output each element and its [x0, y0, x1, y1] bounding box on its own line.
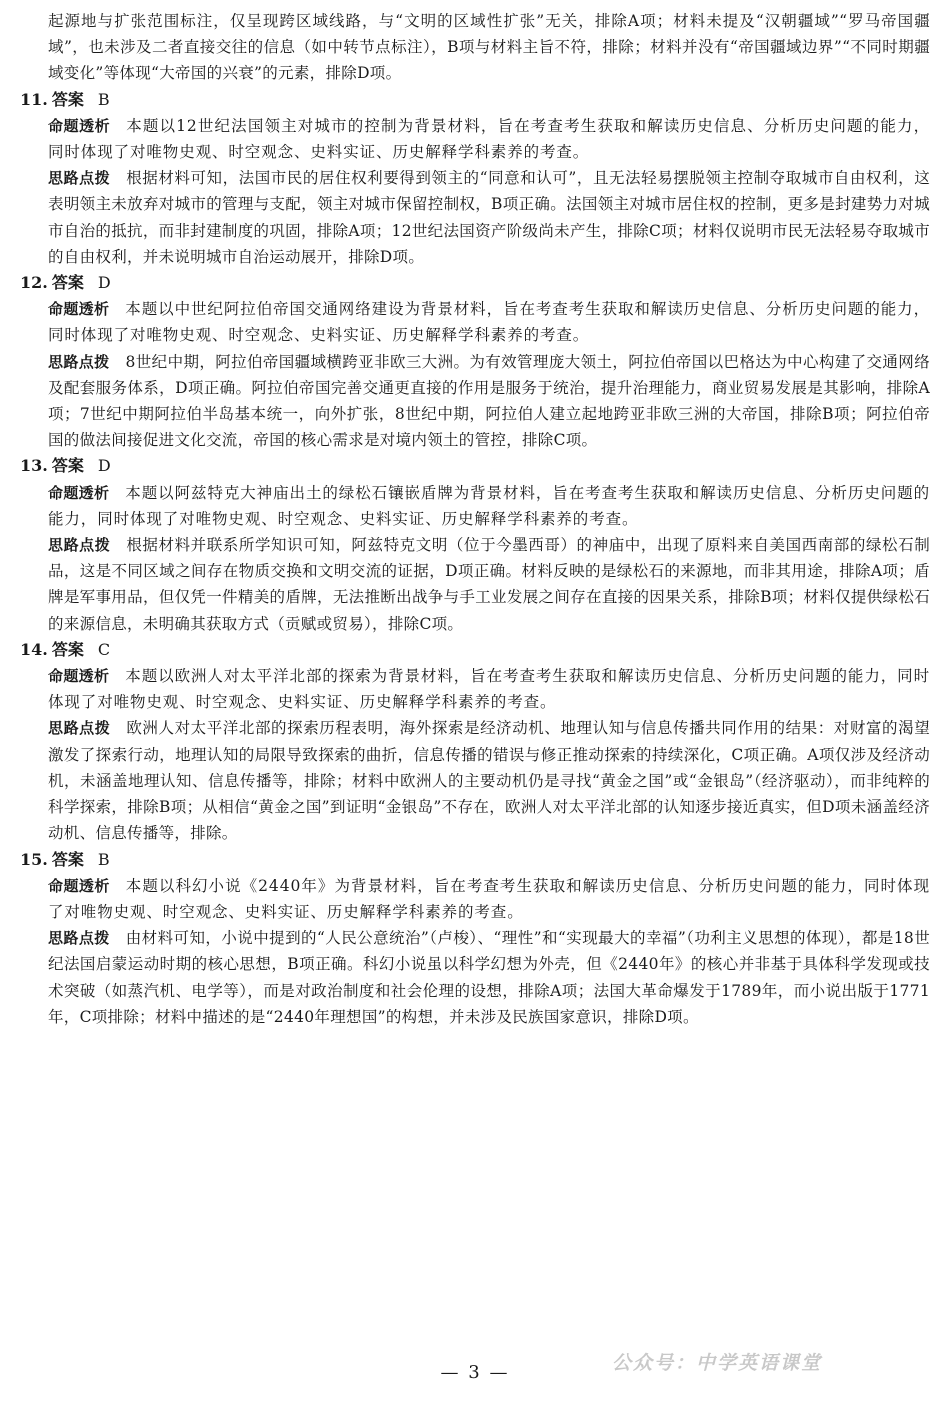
answer-page — [20, 8, 930, 1030]
intent-paragraph — [20, 663, 930, 715]
answer-line — [20, 87, 930, 113]
intent-label: 命题透析 — [48, 483, 110, 502]
question-15 — [20, 847, 930, 1030]
intent-paragraph — [20, 480, 930, 532]
analysis-label: 思路点拨 — [48, 929, 110, 948]
analysis-text: 由材料可知，小说中提到的“人民公意统治”（卢梭）、“理性”和“实现最大的幸福”（功利主义思想的体现），都是18世纪法国启蒙运动时期的核心思想，B项正确。科幻小说虽以科学幻想为外壳，但《2440年》的核心并非基于具体科学发现或技术突破（如蒸汽机、电学等），而是对政治制度和社会伦理的设想，排除A项；法国大革命爆发于1789年，而小说出版于1771年，C项排除；材料中描述的是“2440年理想国”的构想，并未涉及民族国家意识，排除D项。 — [48, 929, 930, 1026]
analysis-label: 思路点拨 — [48, 169, 111, 188]
analysis-paragraph — [20, 349, 930, 454]
answer-line — [20, 847, 930, 873]
analysis-label: 思路点拨 — [48, 352, 110, 371]
page-number: — 3 — — [440, 1362, 510, 1383]
intent-label: 命题透析 — [48, 116, 111, 135]
analysis-label: 思路点拨 — [48, 719, 111, 738]
answer-value: B — [97, 849, 110, 869]
analysis-paragraph — [20, 532, 930, 637]
intro-paragraph: 起源地与扩张范围标注，仅呈现跨区域线路，与“文明的区域性扩张”无关，排除A项；材料未提及“汉朝疆域”“罗马帝国疆域”，也未涉及二者直接交往的信息（如中转节点标注），B项与材料主旨不符，排除；材料并没有“帝国疆域边界”“不同时期疆域变化”等体现“大帝国的兴衰”的元素，排除D项。 — [48, 12, 930, 83]
intent-label: 命题透析 — [48, 300, 110, 319]
question-number: 12. — [20, 273, 48, 293]
intent-label: 命题透析 — [48, 876, 110, 895]
intent-paragraph — [20, 873, 930, 925]
analysis-text: 根据材料并联系所学知识可知，阿兹特克文明（位于今墨西哥）的神庙中，出现了原料来自美国西南部的绿松石制品，这是不同区域之间存在物质交换和文明交流的证据，D项正确。材料反映的是绿松石的来源地，而非其用途，排除A项；盾牌是军事用品，但仅凭一件精美的盾牌，无法推断出战争与手工业发展之间存在直接的因果关系，排除B项；材料仅提供绿松石的来源信息，未明确其获取方式（贡赋或贸易），排除C项。 — [48, 536, 930, 633]
question-number: 11. — [20, 89, 48, 109]
analysis-text: 8世纪中期，阿拉伯帝国疆域横跨亚非欧三大洲。为有效管理庞大领土，阿拉伯帝国以巴格达为中心构建了交通网络及配套服务体系，D项正确。阿拉伯帝国完善交通更直接的作用是服务于统治，提升治理能力，商业贸易发展是其影响，排除A项；7世纪中期阿拉伯半岛基本统一，向外扩张，8世纪中期，阿拉伯人建立起地跨亚非欧三洲的大帝国，排除B项；阿拉伯帝国的做法间接促进文化交流，帝国的核心需求是对境内领土的管控，排除C项。 — [48, 352, 930, 450]
question-number: 14. — [20, 639, 48, 659]
analysis-text: 欧洲人对太平洋北部的探索历程表明，海外探索是经济动机、地理认知与信息传播共同作用的结果：对财富的渴望激发了探索行动，地理认知的局限导致探索的曲折，信息传播的错误与修正推动探索的持续深化，C项正确。A项仅涉及经济动机，未涵盖地理认知、信息传播等，排除；材料中欧洲人的主要动机仍是寻找“黄金之国”或“金银岛”（经济驱动），而非纯粹的科学探索，排除B项；从相信“黄金之国”到证明“金银岛”不存在，欧洲人对太平洋北部的认知逐步接近真实，但D项未涵盖经济动机、信息传播等，排除。 — [48, 719, 930, 843]
analysis-paragraph — [20, 715, 930, 846]
question-number: 15. — [20, 849, 48, 869]
analysis-label: 思路点拨 — [48, 536, 111, 555]
answer-label: 答案 — [51, 89, 84, 109]
answer-label: 答案 — [51, 273, 84, 293]
intent-paragraph — [20, 296, 930, 348]
intent-paragraph — [20, 113, 930, 165]
answer-value: B — [97, 89, 110, 109]
answer-label: 答案 — [51, 456, 84, 476]
answer-value: C — [97, 639, 111, 659]
intent-label: 命题透析 — [48, 667, 110, 686]
answer-line — [20, 637, 930, 663]
answer-line — [20, 453, 930, 479]
answer-label: 答案 — [51, 849, 84, 869]
intent-text: 本题以欧洲人对太平洋北部的探索为背景材料，旨在考查考生获取和解读历史信息、分析历史问题的能力，同时体现了对唯物史观、时空观念、史料实证、历史解释学科素养的考查。 — [48, 667, 930, 712]
intent-text: 本题以阿兹特克大神庙出土的绿松石镶嵌盾牌为背景材料，旨在考查考生获取和解读历史信息、分析历史问题的能力，同时体现了对唯物史观、时空观念、史料实证、历史解释学科素养的考查。 — [48, 483, 930, 528]
answer-value: D — [97, 273, 111, 293]
analysis-paragraph — [20, 925, 930, 1030]
intent-text: 本题以中世纪阿拉伯帝国交通网络建设为背景材料，旨在考查考生获取和解读历史信息、分析历史问题的能力，同时体现了对唯物史观、时空观念、史料实证、历史解释学科素养的考查。 — [48, 300, 930, 345]
analysis-paragraph — [20, 165, 930, 270]
answer-value: D — [97, 456, 111, 476]
question-number: 13. — [20, 456, 48, 476]
answer-label: 答案 — [51, 639, 84, 659]
intent-text: 本题以12世纪法国领主对城市的控制为背景材料，旨在考查考生获取和解读历史信息、分析历史问题的能力，同时体现了对唯物史观、时空观念、史料实证、历史解释学科素养的考查。 — [48, 116, 931, 162]
question-11 — [20, 87, 930, 270]
intent-text: 本题以科幻小说《2440年》为背景材料，旨在考查考生获取和解读历史信息、分析历史问题的能力，同时体现了对唯物史观、时空观念、史料实证、历史解释学科素养的考查。 — [48, 876, 931, 921]
watermark-text: 公众号：中学英语课堂 — [612, 1352, 823, 1374]
analysis-text: 根据材料可知，法国市民的居住权利要得到领主的“同意和认可”，且无法轻易摆脱领主控制夺取城市自由权利，这表明领主未放弃对城市的管理与支配，领主对城市保留控制权，B项正确。法国领主对城市居住权的控制，更多是封建势力对城市自治的抵抗，而非封建制度的巩固，排除A项；12世纪法国资产阶级尚未产生，排除C项；材料仅说明市民无法轻易夺取城市的自由权利，并未说明城市自治运动展开，排除D项。 — [48, 169, 930, 266]
question-13 — [20, 453, 930, 636]
question-14 — [20, 637, 930, 847]
question-12 — [20, 270, 930, 453]
answer-line — [20, 270, 930, 296]
